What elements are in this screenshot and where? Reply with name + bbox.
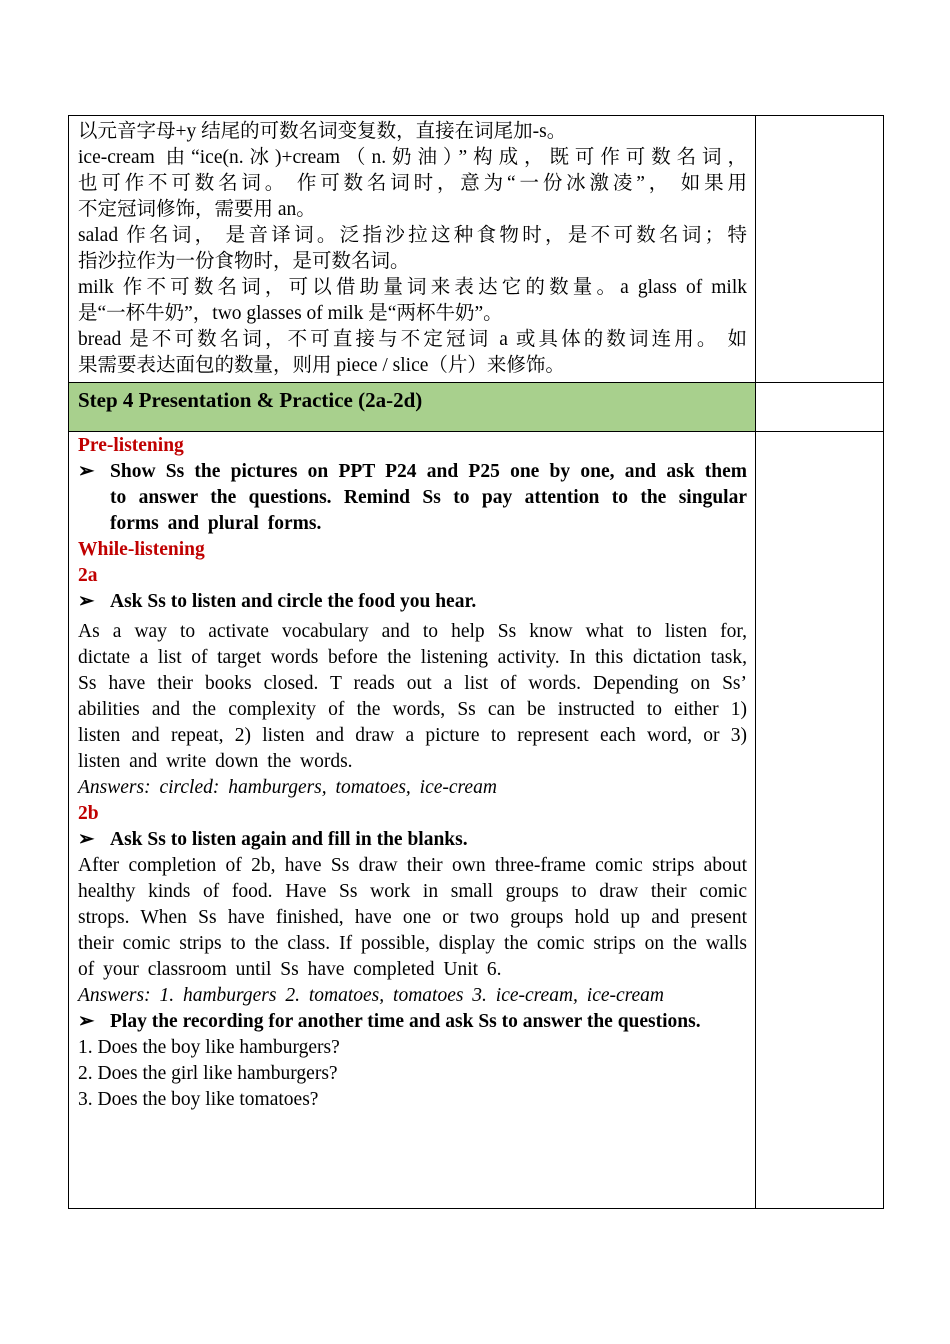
bullet-text: Play the recording for another time and ask Ss to answer the questions. bbox=[110, 1011, 701, 1032]
step-heading-cell bbox=[69, 383, 756, 432]
bullet-item bbox=[78, 459, 747, 537]
step-row bbox=[69, 383, 884, 432]
note-line: 不定冠词修饰，需要用 an。 bbox=[78, 199, 316, 220]
bullet-text: Ask Ss to listen and circle the food you hear. bbox=[110, 591, 477, 612]
question-item: 1. Does the boy like hamburgers? bbox=[78, 1037, 340, 1058]
step-side-cell bbox=[756, 383, 884, 432]
note-line: 也可作不可数名词。 作可数名词时，意为“一份冰激凌”， 如果用 bbox=[78, 173, 747, 194]
arrow-bullet-icon: ➢ bbox=[78, 1011, 95, 1032]
answers-2a: Answers: circled: hamburgers, tomatoes, ice-cream bbox=[78, 777, 497, 798]
while-listening-heading: While-listening bbox=[78, 539, 205, 560]
label-2b: 2b bbox=[78, 803, 99, 824]
lesson-plan-table bbox=[68, 115, 884, 1209]
note-line: salad 作名词， 是音译词。泛指沙拉这种食物时，是不可数名词；特 bbox=[78, 225, 747, 246]
bullet-item bbox=[78, 589, 747, 615]
paragraph-2b: After completion of 2b, have Ss draw their own three-frame comic strips about healthy kinds of food. Have Ss work in small groups to draw their comic strops. When Ss have finished, have one or two groups hold up and present their comic strips to the class. If possible, display the comic strips on the walls of your classroom until Ss have completed Unit 6. bbox=[78, 855, 747, 980]
notes-row bbox=[69, 116, 884, 383]
arrow-bullet-icon: ➢ bbox=[78, 461, 95, 482]
note-line: 果需要表达面包的数量，则用 piece / slice（片）来修饰。 bbox=[78, 355, 565, 376]
activity-cell bbox=[69, 432, 756, 1209]
activity-side-cell bbox=[756, 432, 884, 1209]
pre-listening-heading: Pre-listening bbox=[78, 435, 184, 456]
arrow-bullet-icon: ➢ bbox=[78, 591, 95, 612]
bullet-item bbox=[78, 1009, 747, 1035]
bullet-item bbox=[78, 827, 747, 853]
activity-row bbox=[69, 432, 884, 1209]
note-line: bread 是不可数名词，不可直接与不定冠词 a 或具体的数词连用。 如 bbox=[78, 329, 747, 350]
notes-side-cell bbox=[756, 116, 884, 383]
note-line: 指沙拉作为一份食物时，是可数名词。 bbox=[78, 251, 410, 272]
question-item: 2. Does the girl like hamburgers? bbox=[78, 1063, 338, 1084]
note-line: ice-cream 由“ice(n.冰)+cream（n.奶油）”构成，既可作可数名词， bbox=[78, 147, 747, 168]
note-line: 以元音字母+y 结尾的可数名词变复数，直接在词尾加-s。 bbox=[78, 121, 567, 142]
bullet-text: Ask Ss to listen again and fill in the blanks. bbox=[110, 829, 468, 850]
paragraph-2a: As a way to activate vocabulary and to help Ss know what to listen for, dictate a list of target words before the listening activity. In this dictation task, Ss have their books closed. T reads out a list of words. Depending on Ss’ abilities and the complexity of the words, Ss can be instructed to either 1) listen and repeat, 2) listen and draw a picture to represent each word, or 3) listen and write down the words. bbox=[78, 621, 747, 772]
label-2a: 2a bbox=[78, 565, 98, 586]
question-item: 3. Does the boy like tomatoes? bbox=[78, 1089, 319, 1110]
bullet-text: Show Ss the pictures on PPT P24 and P25 one by one, and ask them to answer the questions. Remind Ss to pay attention to the singular forms and plural forms. bbox=[110, 461, 747, 534]
note-line: milk 作不可数名词，可以借助量词来表达它的数量。a glass of milk bbox=[78, 277, 747, 298]
note-line: 是“一杯牛奶”，two glasses of milk 是“两杯牛奶”。 bbox=[78, 303, 503, 324]
arrow-bullet-icon: ➢ bbox=[78, 829, 95, 850]
notes-cell bbox=[69, 116, 756, 383]
step-title: Step 4 Presentation & Practice (2a-2d) bbox=[78, 388, 423, 412]
answers-2b: Answers: 1. hamburgers 2. tomatoes, tomatoes 3. ice-cream, ice-cream bbox=[78, 985, 665, 1006]
